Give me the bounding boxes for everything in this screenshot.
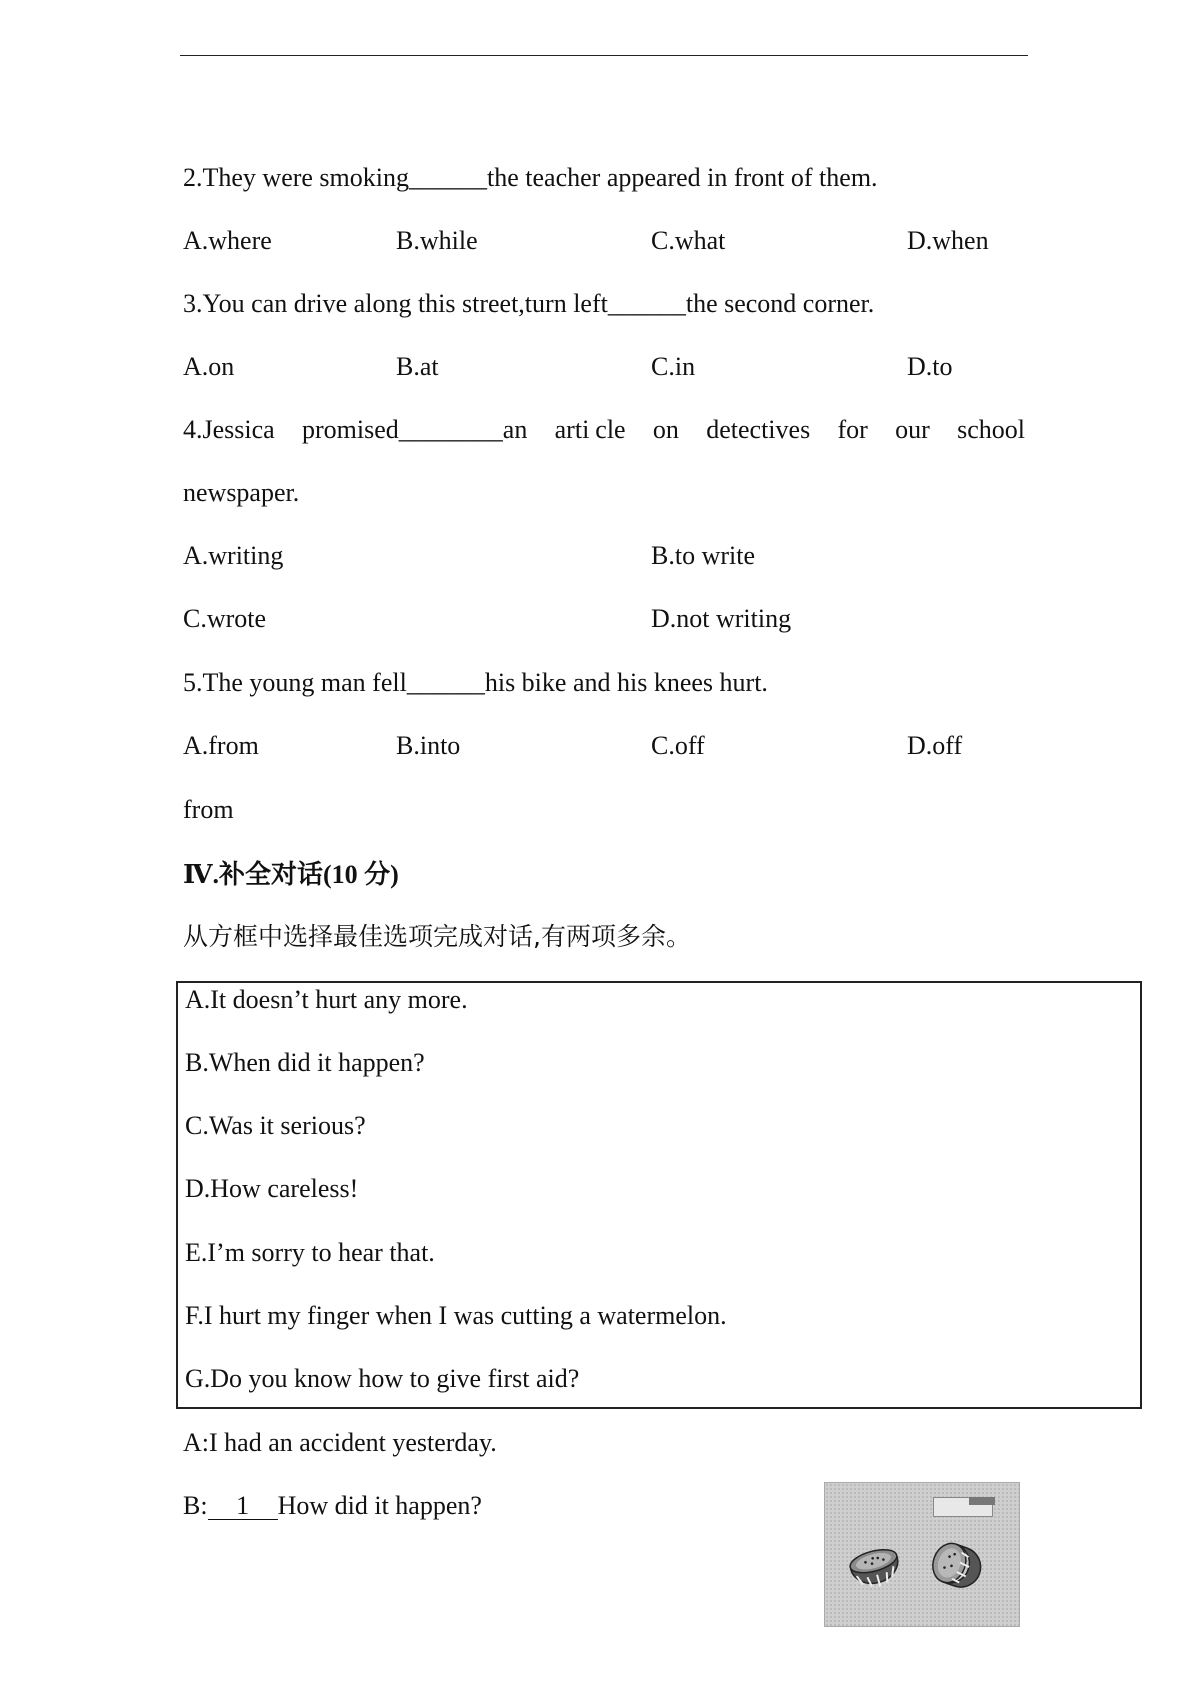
q3-option-b: B.at — [396, 352, 439, 381]
question-4-stem-line2: newspaper. — [183, 478, 300, 507]
q2-option-b: B.while — [396, 226, 478, 255]
q2-option-a: A.where — [183, 226, 272, 255]
box-option-e: E.I’m sorry to hear that. — [185, 1238, 435, 1267]
box-option-c: C.Was it serious? — [185, 1111, 366, 1140]
q5-option-a: A.from — [183, 731, 259, 760]
q5-option-d: D.off — [907, 731, 963, 760]
watermelon-picture — [824, 1482, 1020, 1627]
question-5-stem: 5.The young man fell______his bike and his knees hurt. — [183, 668, 768, 697]
q5-option-c: C.off — [651, 731, 705, 760]
q4-option-d: D.not writing — [651, 604, 792, 633]
section-instruction: 从方框中选择最佳选项完成对话,有两项多余。 — [183, 922, 691, 951]
box-option-f: F.I hurt my finger when I was cutting a watermelon. — [185, 1301, 727, 1330]
box-option-g: G.Do you know how to give first aid? — [185, 1364, 580, 1393]
header-rule — [180, 55, 1028, 56]
q2-option-d: D.when — [907, 226, 989, 255]
box-option-d: D.How careless! — [185, 1174, 359, 1203]
dialogue-line-b: B: 1 How did it happen? — [183, 1491, 482, 1520]
dialogue-line-a: A:I had an accident yesterday. — [183, 1428, 497, 1457]
box-option-b: B.When did it happen? — [185, 1048, 425, 1077]
q2-option-c: C.what — [651, 226, 726, 255]
q5-option-d-wrap: from — [183, 795, 234, 824]
q4-option-c: C.wrote — [183, 604, 267, 633]
question-3-stem: 3.You can drive along this street,turn left______the second corner. — [183, 289, 875, 318]
answer-blank-1: 1 — [208, 1493, 278, 1520]
q3-option-a: A.on — [183, 352, 235, 381]
question-4-stem-line1: 4.Jessica promised________an arti cle on detectives for our school — [183, 415, 1026, 444]
box-option-a: A.It doesn’t hurt any more. — [185, 985, 468, 1014]
question-2-stem: 2.They were smoking______the teacher appeared in front of them. — [183, 163, 878, 192]
section-title: Ⅳ.补全对话(10 分) — [183, 860, 399, 889]
q4-option-a: A.writing — [183, 541, 284, 570]
q5-option-b: B.into — [396, 731, 461, 760]
q3-option-d: D.to — [907, 352, 953, 381]
watermelon-halves-icon — [825, 1483, 1019, 1626]
q3-option-c: C.in — [651, 352, 696, 381]
q4-option-b: B.to write — [651, 541, 755, 570]
options-box — [176, 981, 1142, 1409]
